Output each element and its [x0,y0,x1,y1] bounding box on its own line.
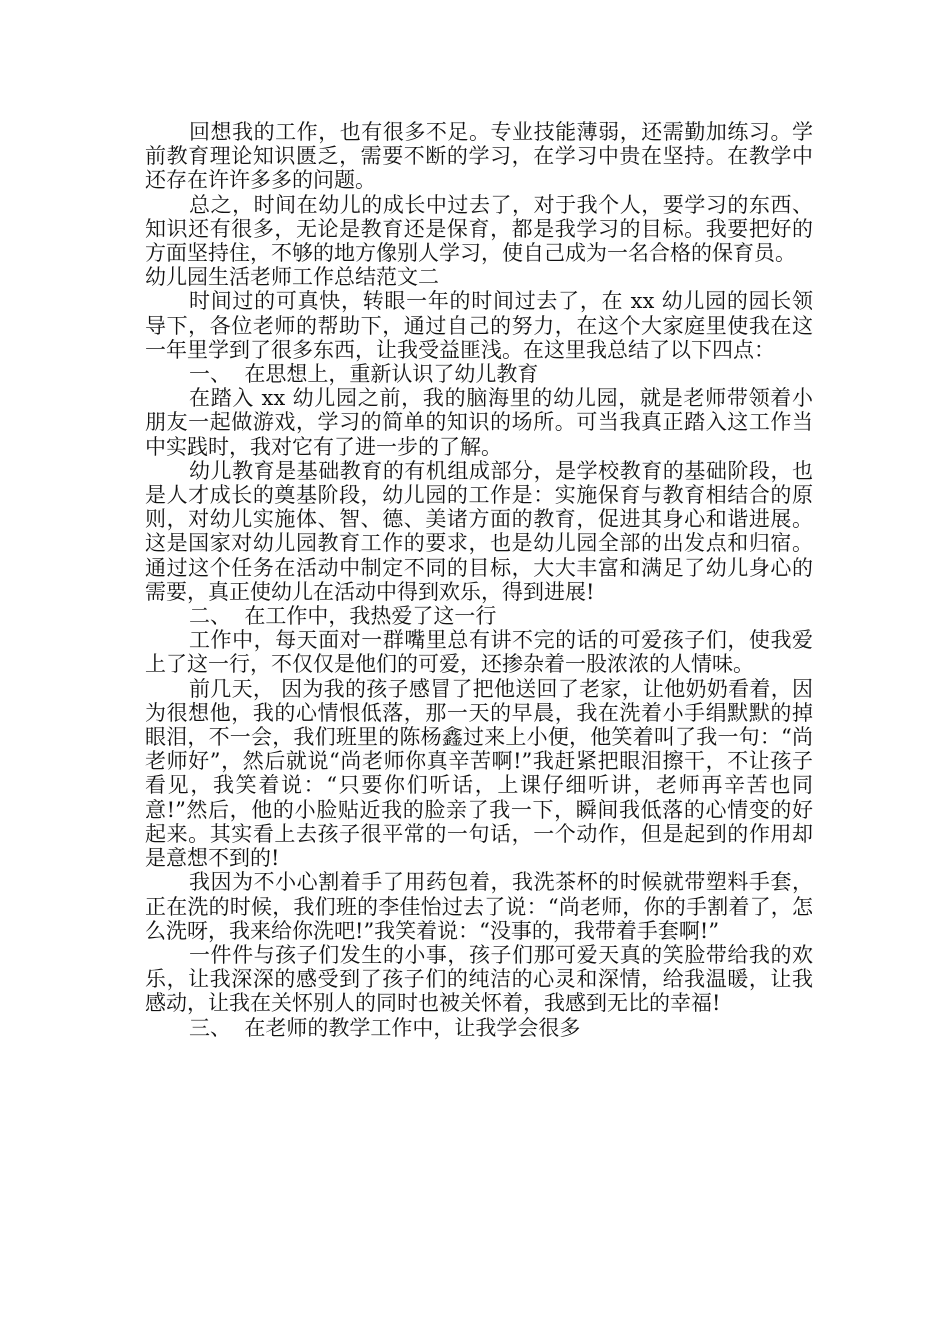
section-heading-3: 三、 在老师的教学工作中，让我学会很多 [189,1015,581,1040]
paragraph-early-education: 幼儿教育是基础教育的有机组成部分，是学校教育的基础阶段，也是人才成长的奠基阶段，幼儿园的工作是：实施保育与教育相结合的原则，对幼儿实施体、智、德、美诸方面的教育，促进其身心和谐进展。这是国家对幼儿园教育工作的要求，也是幼儿园全部的出发点和归宿。通过这个任务在活动中制定不同的目标，大大丰富和满足了幼儿身心的需要，真正使幼儿在活动中得到欢乐，得到进展! [145,458,813,604]
paragraph-happiness: 一件件与孩子们发生的小事，孩子们那可爱天真的笑脸带给我的欢乐，让我深深的感受到了孩子们的纯洁的心灵和深情，给我温暖，让我感动，让我在关怀别人的同时也被关怀着，我感到无比的幸福! [145,942,813,1016]
paragraph-intro: 时间过的可真快，转眼一年的时间过去了，在 xx 幼儿园的园长领导下，各位老师的帮助下，通过自己的努力，在这个大家庭里使我在这一年里学到了很多东西，让我受益匪浅。在这里我总结了以下四点： [145,289,813,362]
paragraph-love-work: 工作中，每天面对一群嘴里总有讲不完的话的可爱孩子们，使我爱上了这一行，不仅仅是他们的可爱，还掺杂着一股浓浓的人情味。 [145,628,813,677]
document-page [145,120,813,1040]
paragraph-story-2: 我因为不小心割着手了用药包着，我洗茶杯的时候就带塑料手套，正在洗的时候，我们班的李佳怡过去了说：“尚老师，你的手割着了，怎么洗呀，我来给你洗吧!”我笑着说：“没事的，我带着手套啊!” [145,870,813,943]
paragraph-before-joining: 在踏入 xx 幼儿园之前，我的脑海里的幼儿园，就是老师带领着小朋友一起做游戏，学习的简单的知识的场所。可当我真正踏入这工作当中实践时，我对它有了进一步的了解。 [145,386,813,459]
paragraph-shortcomings: 回想我的工作，也有很多不足。专业技能薄弱，还需勤加练习。学前教育理论知识匮乏，需要不断的学习，在学习中贵在坚持。在教学中还存在许许多多的问题。 [145,120,813,193]
section-heading-2: 二、 在工作中，我热爱了这一行 [189,604,497,629]
paragraph-conclusion: 总之，时间在幼儿的成长中过去了，对于我个人，要学习的东西、知识还有很多，无论是教育还是保育，都是我学习的目标。我要把好的方面坚持住，不够的地方像别人学习，使自己成为一名合格的保育员。 [145,192,813,266]
section-heading-1: 一、 在思想上，重新认识了幼儿教育 [189,362,539,387]
document-heading: 幼儿园生活老师工作总结范文二 [145,265,439,290]
paragraph-story-1: 前几天， 因为我的孩子感冒了把他送回了老家，让他奶奶看着，因为很想他，我的心情恨低落，那一天的早晨，我在洗着小手绢默默的掉眼泪，不一会，我们班里的陈杨鑫过来上小便，他笑着叫了我一句：“尚老师好”，然后就说“尚老师你真辛苦啊!”我赶紧把眼泪擦干，不让孩子看见，我笑着说：“只要你们听话，上课仔细听讲，老师再辛苦也同意!”然后，他的小脸贴近我的脸亲了我一下，瞬间我低落的心情变的好起来。其实看上去孩子很平常的一句话，一个动作，但是起到的作用却是意想不到的! [145,676,813,871]
